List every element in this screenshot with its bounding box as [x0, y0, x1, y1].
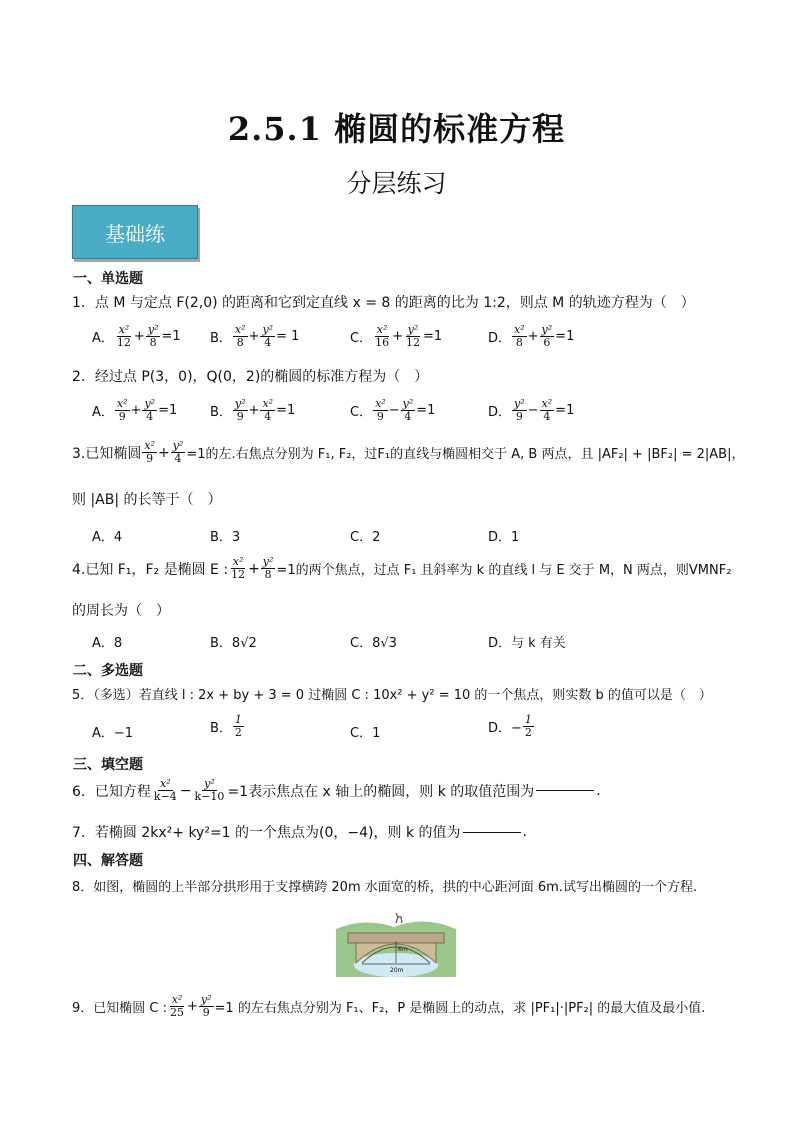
question-4-line-2: 的周长为（ ）: [72, 603, 170, 619]
question-8: 8．如图，椭圆的上半部分拱形用于支撑横跨 20m 水面宽的桥，拱的中心距河面 6m.试写出椭圆的一个方程.: [72, 880, 698, 895]
option-b: B． $\frac{\text{y²}}{9}$ + $\frac{\text{x²}}{4}$ =1: [210, 397, 296, 423]
question-1-options: [92, 324, 712, 356]
question-2-options: [92, 398, 712, 430]
question-3: 3.已知椭圆 $\frac{\text{x²}}{9}$ + $\frac{\text{y²}}{4}$ =1的左.右焦点分别为 F₁, F₂，过F₁的直线与椭圆相交于 A, B 两点，且 |AF₂| + |BF₂| = 2|AB|，: [72, 439, 745, 465]
level-badge: 基础练: [72, 205, 198, 259]
answer-blank[interactable]: [536, 790, 594, 791]
option-c: C． $\frac{\text{x²}}{16}$ + $\frac{\text{y²}}{12}$ =1: [350, 323, 443, 349]
option-a: A．−1: [92, 726, 134, 741]
option-d: D． $\frac{\text{y²}}{9}$ − $\frac{\text{x²}}{4}$ =1: [488, 397, 575, 423]
question-3-line-2: 则 |AB| 的长等于（ ）: [72, 492, 222, 508]
question-1: 1．点 M 与定点 F(2,0) 的距离和它到定直线 x = 8 的距离的比为 1:2，则点 M 的轨迹方程为（ ）: [72, 295, 695, 311]
option-a: A． $\frac{\text{x²}}{9}$ + $\frac{\text{y²}}{4}$ =1: [92, 397, 178, 423]
option-c: C． $\frac{\text{x²}}{9}$ − $\frac{\text{y²}}{4}$ =1: [350, 397, 436, 423]
question-5: 5．（多选）若直线 l : 2x + by + 3 = 0 过椭圆 C : 10x² + y² = 10 的一个焦点，则实数 b 的值可以是（ ）: [72, 688, 712, 703]
question-7: 7．若椭圆 2kx²+ ky²=1 的一个焦点为(0，−4)，则 k 的值为 .: [72, 824, 527, 841]
question-6: 6．已知方程 $\frac{\text{x²}}{k-4}$ − $\frac{\text{y²}}{k-10}$ =1表示焦点在 x 轴上的椭圆，则 k 的取值范围为 .: [72, 777, 601, 803]
question-4: 4.已知 F₁，F₂ 是椭圆 E : $\frac{\text{x²}}{12}$ + $\frac{\text{y²}}{8}$ =1的两个焦点，过点 F₁ 且斜率为 k 的直线 l 与 E 交于 M，N 两点，则VMNF₂: [72, 555, 732, 581]
option-c: C．1: [350, 726, 381, 741]
section-heading-single-choice: 一、单选题: [73, 271, 143, 287]
question-5-options: [92, 714, 712, 748]
option-b: B．8√2: [210, 636, 257, 651]
option-d: D．与 k 有关: [488, 636, 566, 651]
question-2: 2．经过点 P(3，0)，Q(0，2)的椭圆的标准方程为（ ）: [72, 369, 429, 385]
option-a: A． $\frac{\text{x²}}{12}$ + $\frac{\text{y²}}{8}$ =1: [92, 323, 181, 349]
width-label: 20m: [390, 967, 404, 974]
answer-blank[interactable]: [463, 832, 521, 833]
option-a: A．8: [92, 636, 123, 651]
option-d: D． $\frac{\text{x²}}{8}$ + $\frac{\text{y²}}{6}$ =1: [488, 323, 575, 349]
question-4-options: [92, 632, 712, 650]
option-b: B．3: [210, 530, 241, 545]
page-title: 2.5.1 椭圆的标准方程: [227, 110, 566, 148]
section-heading-fill-blank: 三、填空题: [73, 757, 143, 773]
option-b: B． $\frac{\text{x²}}{8}$ + $\frac{\text{y²}}{4}$ = 1: [210, 323, 300, 349]
section-heading-multi-choice: 二、多选题: [73, 663, 143, 679]
page-subtitle: 分层练习: [346, 169, 447, 198]
option-c: C．8√3: [350, 636, 397, 651]
option-d: D．− $\frac{1}{2}$: [488, 713, 532, 739]
bridge-figure: [334, 907, 458, 977]
height-label: 6m: [398, 946, 408, 953]
option-b: B． $\frac{1}{2}$: [210, 713, 242, 739]
section-heading-solution: 四、解答题: [73, 853, 143, 869]
option-c: C．2: [350, 530, 381, 545]
option-d: D．1: [488, 530, 520, 545]
option-a: A．4: [92, 530, 123, 545]
question-9: 9．已知椭圆 C : $\frac{\text{x²}}{25}$ + $\frac{\text{y²}}{9}$ =1 的左右焦点分别为 F₁、F₂，P 是椭圆上的动点，求 |PF₁|·|PF₂| 的最大值及最小值.: [72, 993, 706, 1019]
question-3-options: [92, 526, 712, 544]
